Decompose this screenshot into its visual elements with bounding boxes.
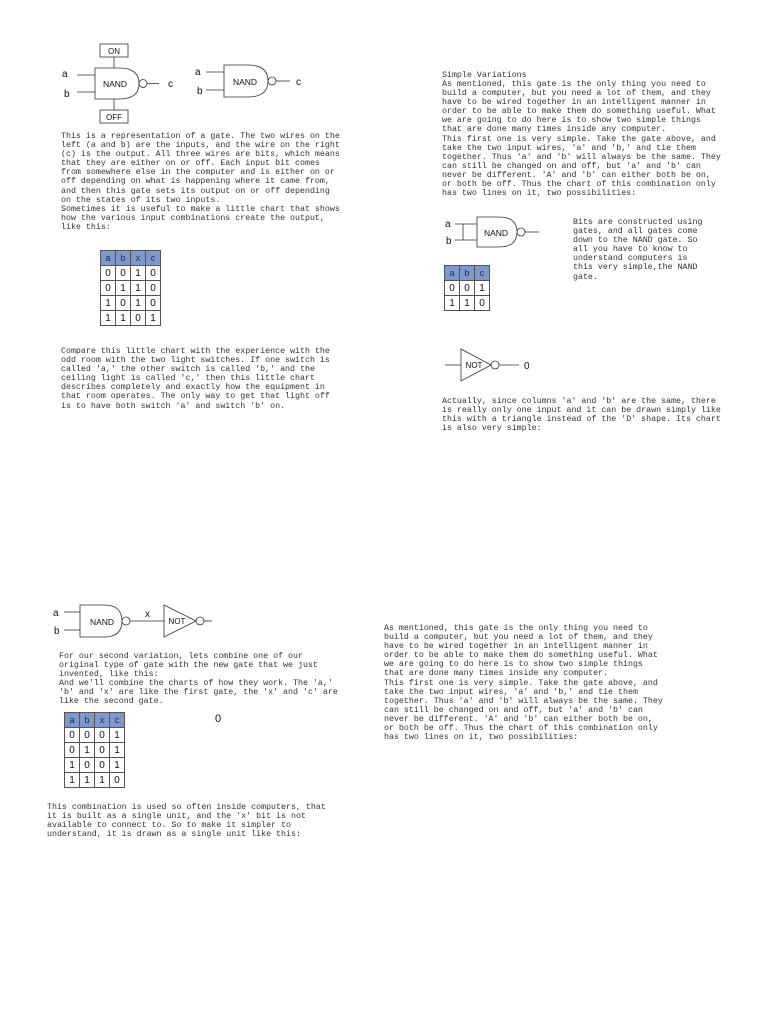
- nand-bubble: [268, 77, 276, 85]
- table-cell: 1: [80, 773, 95, 788]
- table-row: [445, 281, 490, 296]
- gate-label: NAND: [89, 617, 115, 627]
- table-cell: 0: [146, 296, 161, 311]
- table-cell: 1: [110, 743, 125, 758]
- input-a-label: a: [195, 67, 201, 78]
- table-header-cell: b: [80, 713, 95, 728]
- input-b-label: b: [64, 89, 70, 100]
- table-cell: 0: [110, 773, 125, 788]
- table-row: [101, 281, 161, 296]
- nand-bubble: [139, 80, 147, 88]
- second-variation-paragraph: For our second variation, lets combine one of our original type of gate with the new gate that we just invented, like this: And we'll combine the charts of how they work. The 'a,' 'b' and 'x' are like the first gate, the 'x' and 'c' are like the second gate.: [59, 652, 338, 707]
- table-cell: 1: [101, 311, 116, 326]
- nand-not-chain-diagram: [52, 602, 222, 642]
- table-row: [65, 758, 125, 773]
- x-wire-label: x: [145, 609, 150, 620]
- table-cell: 1: [110, 758, 125, 773]
- table-row: [65, 743, 125, 758]
- zero-output-label: 0: [215, 713, 222, 725]
- table-cell: 0: [460, 281, 475, 296]
- table-cell: 0: [146, 266, 161, 281]
- table-header-cell: a: [445, 266, 460, 281]
- table-cell: 0: [101, 266, 116, 281]
- table-row: [65, 728, 125, 743]
- tied-truth-table: [444, 265, 490, 311]
- table-header-row: [65, 713, 125, 728]
- table-cell: 1: [445, 296, 460, 311]
- off-label: OFF: [106, 113, 122, 122]
- table-row: [101, 266, 161, 281]
- input-a-label: a: [445, 219, 451, 230]
- table-cell: 0: [131, 311, 146, 326]
- nand-diagram-switches: [55, 40, 195, 126]
- table-cell: 1: [460, 296, 475, 311]
- nand-bubble: [122, 617, 130, 625]
- input-a-label: a: [62, 69, 68, 80]
- input-b-label: b: [197, 86, 203, 97]
- not-bubble: [196, 617, 204, 625]
- table-cell: 0: [101, 281, 116, 296]
- combination-paragraph: This combination is used so often inside computers, that it is built as a single unit, and the 'x' bit is not available to connect to. So to make it simpler to understand, it is drawn as a single unit like this:: [47, 803, 326, 840]
- table-header-row: [101, 251, 161, 266]
- gate-label: NAND: [102, 79, 128, 89]
- table-header-row: [445, 266, 490, 281]
- not-label: NOT: [465, 361, 483, 370]
- table-cell: 1: [116, 281, 131, 296]
- not-bubble: [491, 361, 499, 369]
- table-header-cell: c: [146, 251, 161, 266]
- table-header-cell: a: [101, 251, 116, 266]
- table-header-cell: x: [95, 713, 110, 728]
- table-cell: 1: [131, 266, 146, 281]
- table-cell: 1: [95, 773, 110, 788]
- output-c-label: c: [168, 79, 173, 90]
- table-cell: 0: [146, 281, 161, 296]
- table-cell: 1: [80, 743, 95, 758]
- table-cell: 0: [95, 743, 110, 758]
- output-c-label: c: [296, 77, 301, 88]
- intro-paragraph: This is a representation of a gate. The two wires on the left (a and b) are the inputs, and the wire on the right (c) is the output. All three wires are bits, which means that they are either on or off. Each input bit comes from somewhere else in the computer and is either on or off depending on what is happening where it came from, and then this gate sets its output on or off depending on the states of its two inputs. Sometimes it is useful to make a little chart that shows how the various input combinations create the output, like this:: [61, 132, 340, 232]
- table-row: [445, 296, 490, 311]
- actually-paragraph: Actually, since columns 'a' and 'b' are the same, there is really only one input and it can be drawn simply like this with a triangle instead of the 'D' shape. Its chart is also very simple:: [442, 397, 721, 434]
- table-cell: 1: [146, 311, 161, 326]
- table-cell: 1: [475, 281, 490, 296]
- table-cell: 0: [80, 758, 95, 773]
- input-b-label: b: [446, 236, 452, 247]
- table-row: [101, 296, 161, 311]
- table-cell: 0: [95, 758, 110, 773]
- tied-nand-diagram: [443, 214, 558, 254]
- table-header-cell: b: [116, 251, 131, 266]
- table-cell: 0: [80, 728, 95, 743]
- not-label: NOT: [168, 617, 186, 626]
- not-output-label: 0: [524, 361, 530, 372]
- table-header-cell: x: [131, 251, 146, 266]
- on-label: ON: [108, 47, 120, 56]
- table-cell: 1: [65, 758, 80, 773]
- table-cell: 0: [65, 743, 80, 758]
- compare-paragraph: Compare this little chart with the experience with the odd room with the two light switches. If one switch is called 'a,' the other switch is called 'b,' and the ceiling light is called 'c,' then this little chart describes completely and exactly how the equipment in that room operates. The only way to get that light off is to have both switch 'a' and switch 'b' on.: [61, 347, 330, 411]
- input-b-label: b: [54, 626, 60, 637]
- table-cell: 1: [131, 281, 146, 296]
- table-cell: 1: [101, 296, 116, 311]
- nand-bubble: [517, 228, 525, 236]
- repeated-paragraph: As mentioned, this gate is the only thing you need to build a computer, but you need a lot of them, and they have to be wired together in an intelligent manner in order to be able to make them do something useful. What we are going to do here is to show two simple things that are done many times inside any computer. This first one is very simple. Take the gate above, and take the two input wires, 'a' and 'b,' and tie them together. Thus 'a' and 'b' will always be the same. They can still be changed on and off, but 'a' and 'b' can never be different. 'A' and 'b' can either both be on, or both be off. Thus the chart of this combination only has two lines on it, two possibilities:: [384, 624, 663, 743]
- table-row: [65, 773, 125, 788]
- section-title: Simple Variations: [442, 71, 527, 80]
- table-header-cell: c: [475, 266, 490, 281]
- not-gate-diagram: [443, 347, 543, 383]
- simple-variations-paragraph: As mentioned, this gate is the only thing you need to build a computer, but you need a lot of them, and they have to be wired together in an intelligent manner in order to be able to make them do something useful. What we are going to do here is to show two simple things that are done many times inside any computer. This first one is very simple. Take the gate above, and take the two input wires, 'a' and 'b,' and tie them together. Thus 'a' and 'b' will always be the same. They can still be changed on and off, but 'a' and 'b' can never be different. 'A' and 'b' can either both be on, or both be off. Thus the chart of this combination only has two lines on it, two possibilities:: [442, 80, 721, 199]
- bits-paragraph: Bits are constructed using gates, and all gates come down to the NAND gate. So all you have to know to understand computers is this very simple,the NAND gate.: [573, 218, 703, 282]
- table-cell: 0: [95, 728, 110, 743]
- table-cell: 0: [116, 296, 131, 311]
- nand-truth-table: [100, 250, 161, 326]
- table-cell: 1: [131, 296, 146, 311]
- table-cell: 1: [110, 728, 125, 743]
- combined-truth-table: [64, 712, 125, 788]
- input-a-label: a: [53, 608, 59, 619]
- table-cell: 0: [475, 296, 490, 311]
- table-header-cell: b: [460, 266, 475, 281]
- gate-label: NAND: [483, 228, 509, 238]
- nand-diagram-plain: [192, 62, 312, 102]
- table-cell: 0: [65, 728, 80, 743]
- gate-label: NAND: [232, 77, 258, 87]
- table-cell: 0: [116, 266, 131, 281]
- table-header-cell: a: [65, 713, 80, 728]
- table-header-cell: c: [110, 713, 125, 728]
- table-cell: 1: [116, 311, 131, 326]
- table-cell: 1: [65, 773, 80, 788]
- table-row: [101, 311, 161, 326]
- table-cell: 0: [445, 281, 460, 296]
